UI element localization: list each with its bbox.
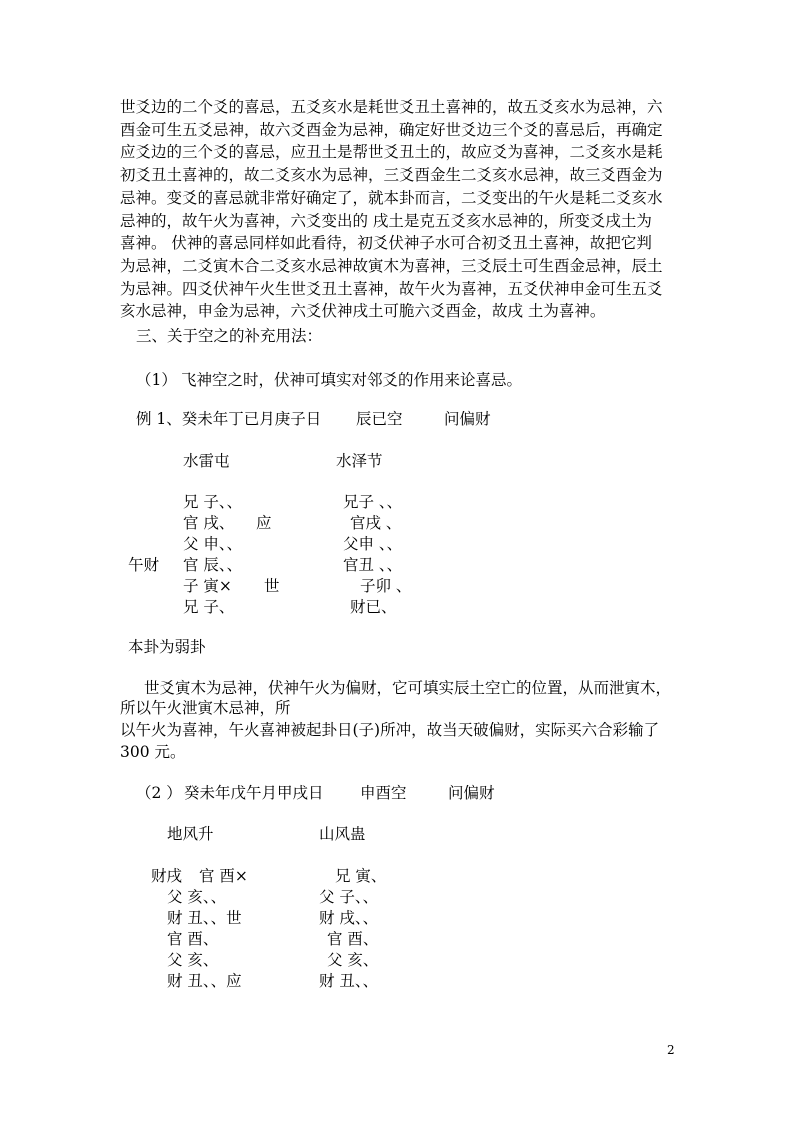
hexagram2-left-name: 地风升 (167, 825, 214, 843)
example2-date: 癸未年戊午月甲戌日 (184, 784, 324, 802)
yao-line-right-2: 父 子、、 (319, 888, 379, 906)
yao-line-right: 官戌 、 (350, 514, 402, 532)
paragraph-line: 喜神。 伏神的喜忌同样如此看待，初爻伏神子水可合初爻丑土喜神，故把它判 (120, 234, 652, 253)
yao-line-left-2: 官 酉× (199, 867, 248, 885)
yao-line-left-2: 财 丑、、世 (167, 909, 242, 927)
paragraph-line: 忌神的，故午火为喜神，六爻变出的 戌土是克五爻亥水忌神的，所变爻戌土为 (120, 211, 652, 230)
paragraph-line: 亥水忌神，申金为忌神，六爻伏神戌土可脆六爻酉金，故戌 土为喜神。 (120, 302, 606, 321)
section-heading: 三、关于空之的补充用法： (136, 327, 323, 345)
yao-line-right: 官丑 、、 (343, 556, 403, 574)
yao-line-left: 官 辰、、 (183, 556, 243, 574)
analysis-line: 世爻寅木为忌神，伏神午火为偏财，它可填实辰土空亡的位置，从而泄寅木， (144, 679, 672, 697)
hexagram-right-name: 水泽节 (336, 452, 383, 470)
yao-line-right-2: 财 丑、、 (319, 972, 379, 990)
paragraph-line: 忌神。变爻的喜忌就非常好确定了，就本卦而言，二爻变出的午火是耗二爻亥水 (120, 188, 663, 207)
yao-line-left: 子 寅× (183, 577, 232, 595)
paragraph-line: 应爻边的三个爻的喜忌，应丑土是帮世爻丑土的，故应爻为喜神，二爻亥水是耗 (120, 143, 663, 162)
paragraph-yao-analysis (120, 96, 680, 323)
paragraph-line: 酉金可生五爻忌神，故六爻酉金为忌神，确定好世爻边三个爻的喜忌后，再确定 (120, 120, 663, 139)
example2-number: （2 ） (136, 784, 182, 802)
example2-question: 问偏财 (448, 784, 495, 802)
hexagram-left-name: 水雷屯 (183, 452, 230, 470)
yao-line-right-2: 兄 寅、 (335, 867, 387, 885)
yao-line-left-2: 父 亥、 (167, 951, 219, 969)
item-text: 飞神空之时，伏神可填实对邻爻的作用来论喜忌。 (181, 371, 523, 389)
side-label: 午财 (128, 556, 160, 574)
yao-line-right-2: 财 戌、、 (319, 909, 379, 927)
yao-line-right-2: 官 酉、 (327, 930, 379, 948)
side-label-2: 财戌 (151, 867, 183, 885)
yao-line-left-2: 父 亥、、 (167, 888, 227, 906)
analysis-line: 所以午火泄寅木忌神，所 (120, 699, 291, 717)
yao-line-right-2: 父 亥、 (327, 951, 379, 969)
yao-line-right: 兄子 、、 (343, 493, 403, 511)
example-question: 问偏财 (444, 410, 491, 428)
yao-line-right: 子卯 、 (360, 577, 412, 595)
yao-line-left-2: 财 丑、、应 (167, 972, 242, 990)
yao-line-left: 官 戌、 (183, 514, 235, 532)
page-number: 2 (667, 1043, 675, 1057)
shi-mark: 世 (264, 577, 280, 595)
conclusion: 本卦为弱卦 (128, 638, 206, 656)
yao-line-left-2: 官 酉、 (167, 930, 219, 948)
yao-line-left: 兄 子、、 (183, 493, 243, 511)
paragraph-line: 为忌神。四爻伏神午火生世爻丑土喜神，故午火为喜神，五爻伏神申金可生五爻 (120, 279, 663, 298)
ying-mark: 应 (256, 514, 272, 532)
example2-empty: 申酉空 (360, 784, 407, 802)
hexagram2-right-name: 山风蛊 (319, 825, 366, 843)
yao-line-right: 父申 、、 (343, 535, 403, 553)
example-date: 例 1、癸未年丁已月庚子日 (136, 410, 322, 428)
yao-line-left: 父 申、、 (183, 535, 243, 553)
example-empty: 辰已空 (356, 410, 403, 428)
item-number: （1） (136, 371, 177, 389)
paragraph-line: 为忌神，二爻寅木合二爻亥水忌神故寅木为喜神，三爻辰土可生酉金忌神，辰土 (120, 256, 663, 275)
yao-line-left: 兄 子、 (183, 598, 235, 616)
analysis-line: 以午火为喜神，午火喜神被起卦日(子)所冲，故当天破偏财，实际买六合彩输了 (120, 721, 660, 739)
analysis-line: 300 元。 (120, 743, 186, 761)
paragraph-line: 世爻边的二个爻的喜忌，五爻亥水是耗世爻丑土喜神的，故五爻亥水为忌神，六 (120, 98, 663, 116)
yao-line-right: 财已、 (350, 598, 397, 616)
paragraph-line: 初爻丑土喜神的，故二爻亥水为忌神，三爻酉金生二爻亥水忌神，故三爻酉金为 (120, 166, 663, 185)
